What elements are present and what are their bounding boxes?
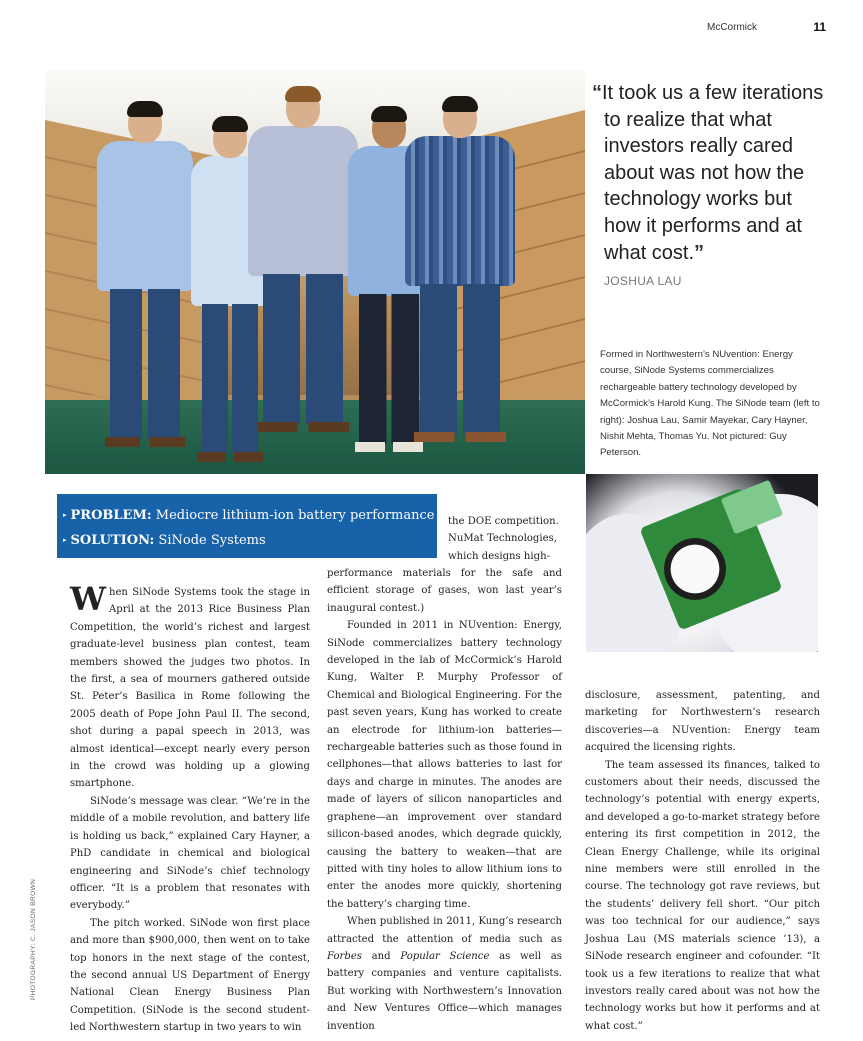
person-hair [212,116,248,132]
article-paragraph: Founded in 2011 in NUvention: Energy, SiNode commercializes battery technology developed in the lab of McCormick’s Harold Kung, Walter P. Murphy Professor of Chemical and Biological Engineering. For the past seven years, Kung has worked to create an electrode for lithium-ion batteries—rechargeable batteries such as those found in cellphones—that allows batteries to last for days and charge in minutes. The anodes are made of layers of silicon nanoparticles and graphene—an improvement over standard silicon-based anodes, which degrade quickly, causing the battery to weaken—that are pitted with tiny holes to allow lithium ions to enter the anodes more quickly, shortening the battery’s charging time. [327,620,562,910]
person-jeans [110,289,179,439]
drop-cap: W [70,580,106,618]
pull-quote-attribution: JOSHUA LAU [604,274,682,289]
publication-forbes: Forbes [327,950,362,962]
person-shoes [414,432,506,442]
pull-quote-text [592,80,832,266]
problem-label: PROBLEM: [70,508,152,523]
paragraph-text: as well as battery companies and venture capitalists. But working with Northwestern’s Innovation and New Ventures Office—which manages invention [327,950,562,1032]
article-paragraph: The team assessed its finances, talked to customers about their needs, discussed the technology’s potential with energy experts, and developed a go-to-market strategy before entering its first competition in 2012, the Clean Energy Challenge, while its original nine members were still enrolled in the course. The technology got rave reviews, but the students’ delivery fell short. “Our pitch was too technical for our audience,” says Joshua Lau (MS materials science ’13), a SiNode research engineer and cofounder. “It took us a few iterations to realize that what investors really cared about was not how the technology works but how it performs and at what cost.” [585,759,820,1032]
article-paragraph [70,580,310,793]
person-shirt [405,136,515,286]
article-paragraph: disclosure, assessment, patenting, and marketing for Northwestern’s research discoveries—a NUvention: Energy team acquired the licensing rights. [585,690,820,754]
coin-cell-battery [664,538,726,600]
article-paragraph: the DOE competition. NuMat Technologies, which designs high- [448,516,559,562]
article-column-3 [585,687,820,1035]
article-paragraph: performance materials for the safe and efficient storage of gases, won last year’s inaugural contest.) [327,568,562,614]
person-shoes [197,452,263,462]
person-jeans [263,274,342,424]
photo-credit: PHOTOGRAPHY: C. JASON BROWN [30,878,37,1000]
team-photo [45,70,585,474]
paragraph-text: hen SiNode Systems took the stage in April at the 2013 Rice Business Plan Competition, the world’s richest and largest graduate-level business plan contest, team members showed the judges two photos. In the first, a sea of mourners gathered outside St. Peter’s Basilica in Rome following the 2005 death of Pope John Paul II. The second, shot during a papal speech in 2013, was almost identical—except nearly every person in the crowd was holding up a glowing smartphone. [70,587,310,790]
article-paragraph: The pitch worked. SiNode won first place and more than $900,000, then went on to take top honors in the next stage of the contest, the second annual US Department of Energy National Clean Energy Business Plan Competition. (SiNode is the second student-led Northwestern startup in two years to win [70,917,310,1034]
photo-caption: Formed in Northwestern’s NUvention: Energy course, SiNode Systems commercializes rechargeable battery technology developed by McCormick’s Harold Kung. The SiNode team (left to right): Joshua Lau, Samir Mayekar, Cary Hayner, Nishit Mehta, Thomas Yu. Not pictured: Guy Peterson. [600,349,820,459]
article-paragraph: SiNode’s message was clear. “We’re in the middle of a mobile revolution, and battery life is holding us back,” explained Cary Hayner, a PhD candidate in chemical and biological engineering and SiNode’s chief technology officer. “It is a problem that resonates with everybody.” [70,795,310,912]
person-shirt [97,141,193,291]
page-number: 11 [813,20,826,34]
person-hair [285,86,321,102]
person-shoes [257,422,349,432]
triangle-bullet-icon: ▸ [63,511,67,519]
page-header [0,20,863,36]
article-column-1 [70,580,310,1037]
person-shirt [248,126,358,276]
article-paragraph [327,913,562,1035]
problem-text: Mediocre lithium-ion battery performance [151,508,435,523]
problem-line [63,508,434,523]
solution-line [63,533,266,548]
article-column-2 [327,565,562,1035]
battery-circuit-photo [586,474,818,652]
solution-text: SiNode Systems [154,533,266,548]
person-1 [97,103,193,448]
pull-quote [592,80,832,288]
open-quote-mark: “ [592,82,602,104]
article-column-2-top [448,513,562,565]
person-hair [127,101,163,117]
close-quote-mark: ” [694,241,705,264]
publication-name: McCormick [707,22,757,33]
person-shoes [105,437,186,447]
problem-solution-box [57,494,437,558]
paragraph-text: and [361,950,401,962]
person-3 [248,88,358,448]
publication-popular-science: Popular Science [400,950,490,962]
paragraph-text: When published in 2011, Kung’s research attracted the attention of media such as [327,916,562,945]
person-hair [442,96,478,112]
solution-label: SOLUTION: [70,533,155,548]
person-jeans [420,284,499,434]
person-hair [371,106,407,122]
triangle-bullet-icon: ▸ [63,536,67,544]
pull-quote-body: It took us a few iterations to realize that what investors really cared about was not how the technology works but how it performs and at what cost. [602,82,824,264]
person-5 [405,98,515,448]
